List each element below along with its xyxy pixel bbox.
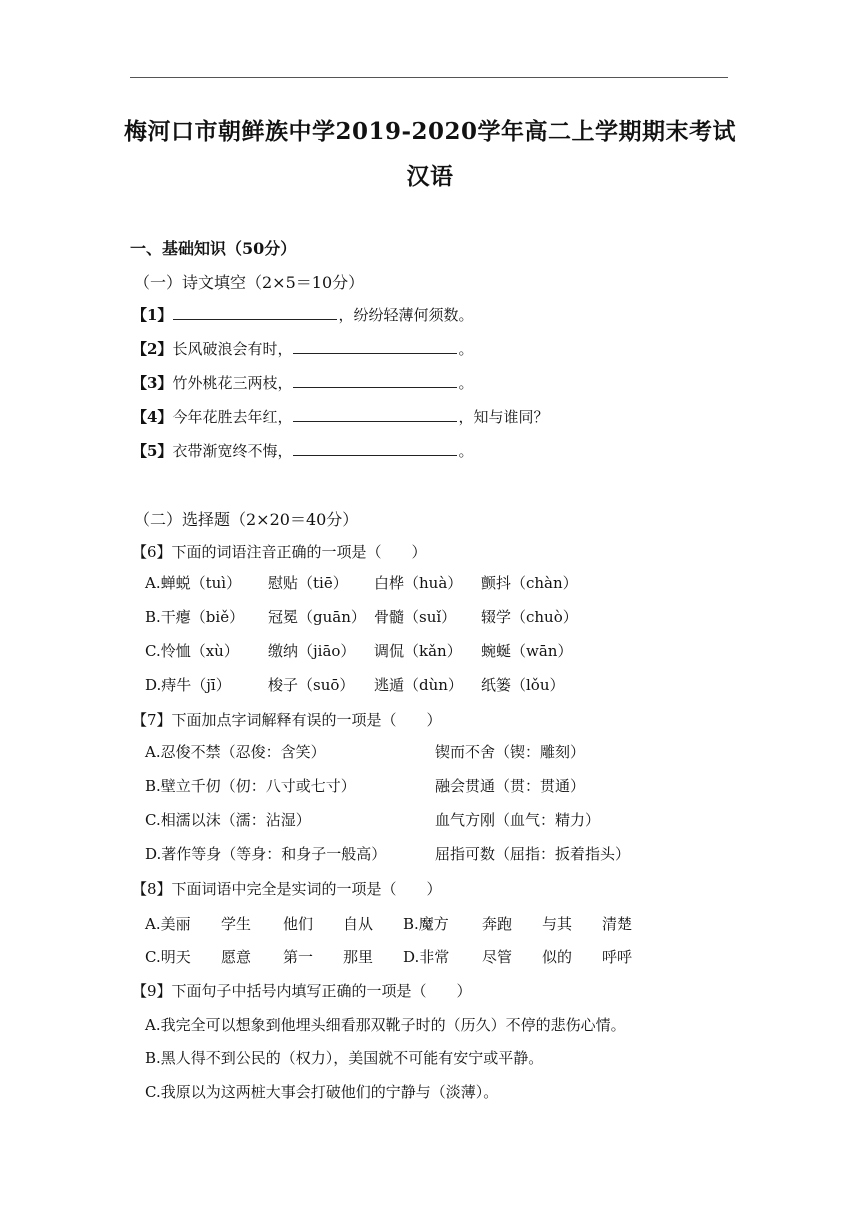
q8-word: 第一	[283, 948, 314, 966]
q7-option-c-second: 血气方刚（血气：精力）	[435, 811, 601, 829]
blank-item-4	[132, 406, 548, 427]
q6-option-a-word: 慰贴（tiē）	[268, 574, 348, 592]
q7-option-b-second: 融会贯通（贯：贯通）	[435, 777, 586, 795]
q6-option-a-word: 白桦（huà）	[374, 574, 463, 592]
part2-heading: （二）选择题（2×20＝40分）	[134, 510, 359, 529]
q8-word: 那里	[343, 948, 374, 966]
item-text: ，知与谁同？	[458, 408, 549, 426]
header-rule	[130, 77, 728, 78]
item-text: 衣带渐宽终不悔，	[172, 442, 293, 460]
blank-item-1	[132, 304, 473, 325]
question-6-stem: 【6】下面的词语注音正确的一项是（ ）	[132, 543, 427, 561]
item-text: 。	[458, 374, 474, 392]
q8-word: 自从	[343, 915, 374, 933]
q9-option-b: B.黑人得不到公民的（权力），美国就不可能有安宁或平静。	[145, 1049, 544, 1067]
blank-item-5	[132, 440, 473, 461]
q8-word: 似的	[542, 948, 573, 966]
item-text: 长风破浪会有时，	[172, 340, 293, 358]
q8-word: 奔跑	[482, 915, 513, 933]
q6-option-c-word: 蜿蜒（wān）	[481, 642, 573, 660]
q6-option-b-word: 辍学（chuò）	[481, 608, 578, 626]
item-text: 。	[458, 442, 474, 460]
answer-blank[interactable]	[293, 373, 457, 388]
q8-option-d: D.非常	[403, 948, 450, 966]
answer-blank[interactable]	[173, 305, 337, 320]
q6-option-d-word: 纸篓（lǒu）	[481, 676, 565, 694]
document-title: 梅河口市朝鲜族中学2019-2020学年高二上学期期末考试	[123, 118, 737, 145]
q6-option-b-word: 冠冕（guān）	[268, 608, 366, 626]
question-8-stem: 【8】下面词语中完全是实词的一项是（ ）	[132, 880, 442, 898]
question-7-stem: 【7】下面加点字词解释有误的一项是（ ）	[132, 711, 442, 729]
q7-option-c: C.相濡以沫（濡：沾湿）	[145, 811, 311, 829]
item-text: 今年花胜去年红，	[172, 408, 293, 426]
q8-option-b: B.魔方	[403, 915, 449, 933]
part1-heading: （一）诗文填空（2×5＝10分）	[134, 273, 365, 292]
q7-option-b: B.壁立千仞（仞：八寸或七寸）	[145, 777, 356, 795]
item-text: ，纷纷轻薄何须数。	[338, 306, 474, 324]
q7-option-d-second: 屈指可数（屈指：扳着指头）	[435, 845, 631, 863]
q6-option-d-word: 逃遁（dùn）	[374, 676, 463, 694]
q8-word: 学生	[221, 915, 252, 933]
item-text: 。	[458, 340, 474, 358]
q6-option-c-word: 缴纳（jiāo）	[268, 642, 356, 660]
q6-option-a: A.蝉蜕（tuì）	[145, 574, 242, 592]
item-number: 【1】	[132, 306, 173, 324]
document-subtitle: 汉语	[406, 163, 454, 190]
q9-option-a: A.我完全可以想象到他埋头细看那双靴子时的（历久）不停的悲伤心情。	[145, 1016, 626, 1034]
q6-option-a-word: 颤抖（chàn）	[481, 574, 578, 592]
item-number: 【5】	[132, 442, 173, 460]
q8-word: 与其	[542, 915, 573, 933]
item-text: 竹外桃花三两枝，	[172, 374, 293, 392]
q6-option-c-word: 调侃（kǎn）	[374, 642, 462, 660]
section-heading: 一、基础知识（50分）	[130, 239, 297, 258]
q8-word: 尽管	[482, 948, 513, 966]
q7-option-a: A.忍俊不禁（忍俊：含笑）	[145, 743, 326, 761]
q6-option-d: D.痔牛（jī）	[145, 676, 231, 694]
q8-option-a: A.美丽	[145, 915, 191, 933]
blank-item-3	[132, 372, 473, 393]
q9-option-c: C.我原以为这两桩大事会打破他们的宁静与（淡薄）。	[145, 1083, 499, 1101]
q8-word: 清楚	[602, 915, 633, 933]
q6-option-d-word: 梭子（suō）	[268, 676, 355, 694]
q8-word: 呼呼	[602, 948, 633, 966]
q6-option-b-word: 骨髓（suǐ）	[374, 608, 457, 626]
q8-word: 愿意	[221, 948, 252, 966]
answer-blank[interactable]	[293, 407, 457, 422]
q6-option-b: B.干瘪（biě）	[145, 608, 245, 626]
q7-option-d: D.著作等身（等身：和身子一般高）	[145, 845, 387, 863]
answer-blank[interactable]	[293, 339, 457, 354]
q8-word: 他们	[283, 915, 314, 933]
item-number: 【4】	[132, 408, 173, 426]
item-number: 【3】	[132, 374, 173, 392]
q6-option-c: C.怜恤（xù）	[145, 642, 239, 660]
item-number: 【2】	[132, 340, 173, 358]
answer-blank[interactable]	[293, 441, 457, 456]
question-9-stem: 【9】下面句子中括号内填写正确的一项是（ ）	[132, 982, 472, 1000]
blank-item-2	[132, 338, 473, 359]
q7-option-a-second: 锲而不舍（锲：雕刻）	[435, 743, 586, 761]
q8-option-c: C.明天	[145, 948, 191, 966]
